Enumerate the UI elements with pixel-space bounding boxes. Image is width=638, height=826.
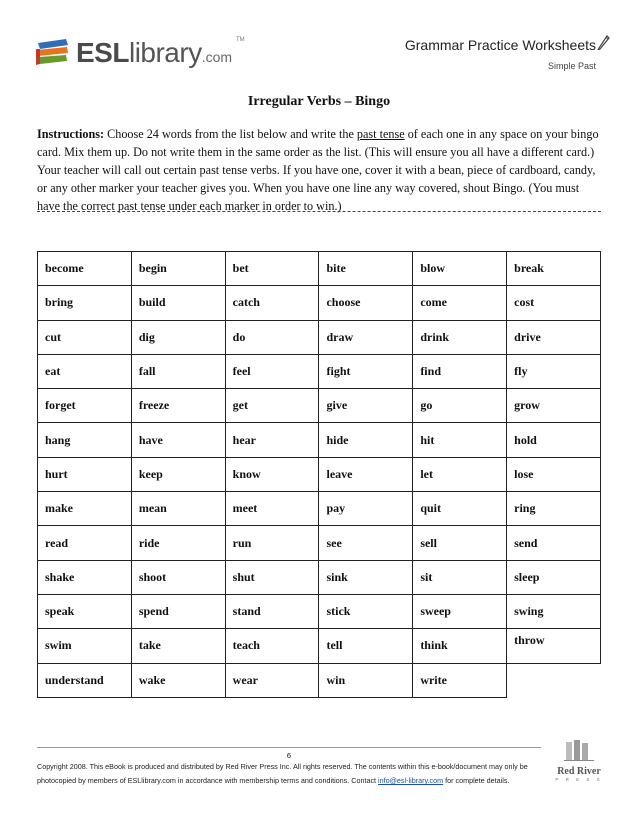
verb-grid [37, 251, 601, 698]
verb-cell: bet [225, 252, 319, 286]
verb-cell: shake [38, 560, 132, 594]
verb-row [38, 252, 601, 286]
copyright-line-2: photocopied by members of ESLlibrary.com in accordance with membership terms and conditions. Contact [37, 776, 379, 785]
verb-cell: catch [225, 286, 319, 320]
verb-cell: ride [131, 526, 225, 560]
logo-wordmark: ESLlibrary.com [76, 37, 233, 68]
verb-cell: sweep [413, 594, 507, 628]
verb-cell: forget [38, 389, 132, 423]
verb-cell: ring [507, 492, 601, 526]
verb-cell: understand [38, 663, 132, 697]
verb-cell: read [38, 526, 132, 560]
verb-cell: bring [38, 286, 132, 320]
verb-cell: find [413, 354, 507, 388]
verb-row [38, 423, 601, 457]
publisher-sub: P R E S S [555, 777, 603, 782]
pencil-icon [596, 34, 610, 50]
verb-cell: send [507, 526, 601, 560]
verb-cell: grow [507, 389, 601, 423]
worksheet-topic: Simple Past [547, 61, 596, 71]
verb-cell: wake [131, 663, 225, 697]
verb-cell: hold [507, 423, 601, 457]
verb-cell: know [225, 457, 319, 491]
verb-cell: have [131, 423, 225, 457]
verb-row [38, 594, 601, 628]
verb-cell: sit [413, 560, 507, 594]
verb-cell: make [38, 492, 132, 526]
verb-cell: swing [507, 594, 601, 628]
verb-cell: hang [38, 423, 132, 457]
verb-cell: see [319, 526, 413, 560]
verb-cell: break [507, 252, 601, 286]
verb-cell: think [413, 629, 507, 663]
verb-row [38, 629, 601, 663]
verb-cell: take [131, 629, 225, 663]
verb-cell: quit [413, 492, 507, 526]
verb-row [38, 320, 601, 354]
publisher-name: Red River [557, 766, 601, 777]
verb-cell: drink [413, 320, 507, 354]
verb-cell: write [413, 663, 507, 697]
verb-cell: keep [131, 457, 225, 491]
verb-cell: stand [225, 594, 319, 628]
verb-cell: freeze [131, 389, 225, 423]
verb-cell: hurt [38, 457, 132, 491]
verb-cell: drive [507, 320, 601, 354]
books-icon [564, 738, 594, 762]
dashed-divider [37, 211, 601, 212]
verb-cell: do [225, 320, 319, 354]
copyright-line-1: Copyright 2008. This eBook is produced and distributed by Red River Press Inc. All rights reserved. The contents within this e-book/document may only be [37, 762, 528, 771]
verb-cell: fall [131, 354, 225, 388]
trademark-mark: TM [236, 37, 245, 43]
verb-cell: stick [319, 594, 413, 628]
verb-cell: feel [225, 354, 319, 388]
red-river-press-logo [555, 738, 603, 790]
verb-cell: go [413, 389, 507, 423]
verb-cell: pay [319, 492, 413, 526]
footer-rule [37, 747, 541, 748]
empty-cell [507, 663, 601, 697]
instructions-text-after: of each one in any space on your bingo card. Mix them up. Do not write them in the same order as the list. (This will ensure you all have a different card.) Your teacher will call out certain past tense verbs. If you have one, cover it with a bean, piece of cardboard, candy, or any other marker your teacher gives you. When you have one line any way covered, shout Bingo. (You must have the correct past tense under each marker in order to win.) [37, 127, 599, 213]
verb-cell: mean [131, 492, 225, 526]
verb-cell: hear [225, 423, 319, 457]
verb-cell: bite [319, 252, 413, 286]
verb-cell: shut [225, 560, 319, 594]
verb-cell: spend [131, 594, 225, 628]
instructions [37, 125, 603, 215]
verb-cell: dig [131, 320, 225, 354]
copyright-line-2-end: for complete details. [443, 776, 510, 785]
verb-cell: blow [413, 252, 507, 286]
instructions-text-before: Choose 24 words from the list below and write the [104, 127, 357, 141]
verb-cell: cut [38, 320, 132, 354]
verb-cell: become [38, 252, 132, 286]
verb-cell: fly [507, 354, 601, 388]
verb-cell: meet [225, 492, 319, 526]
verb-cell: hide [319, 423, 413, 457]
verb-cell: wear [225, 663, 319, 697]
verb-row [38, 492, 601, 526]
verb-row [38, 560, 601, 594]
verb-row [38, 457, 601, 491]
verb-cell: lose [507, 457, 601, 491]
verb-cell: get [225, 389, 319, 423]
verb-cell: draw [319, 320, 413, 354]
worksheet-title: Irregular Verbs – Bingo [247, 94, 391, 109]
contact-email-link[interactable]: info@esl-library.com [378, 776, 444, 785]
verb-cell: give [319, 389, 413, 423]
verb-row [38, 286, 601, 320]
verb-row [38, 526, 601, 560]
verb-cell: let [413, 457, 507, 491]
verb-cell: shoot [131, 560, 225, 594]
page-number: 6 [286, 751, 292, 760]
copyright-notice [37, 760, 557, 788]
verb-cell: run [225, 526, 319, 560]
verb-cell: tell [319, 629, 413, 663]
verb-cell: sink [319, 560, 413, 594]
instructions-label: Instructions: [37, 127, 105, 141]
verb-cell: build [131, 286, 225, 320]
verb-row [38, 663, 601, 697]
verb-cell: leave [319, 457, 413, 491]
verb-cell: throw [507, 629, 601, 663]
verb-cell: teach [225, 629, 319, 663]
verb-row [38, 354, 601, 388]
verb-cell: cost [507, 286, 601, 320]
verb-cell: come [413, 286, 507, 320]
verb-row [38, 389, 601, 423]
book-stack-icon [36, 37, 72, 67]
verb-cell: choose [319, 286, 413, 320]
esl-library-logo [36, 33, 245, 73]
verb-cell: win [319, 663, 413, 697]
verb-cell: sell [413, 526, 507, 560]
verb-cell: fight [319, 354, 413, 388]
worksheet-series-title: Grammar Practice Worksheets [404, 37, 596, 53]
verb-cell: swim [38, 629, 132, 663]
verb-cell: begin [131, 252, 225, 286]
instructions-underlined: past tense [356, 127, 405, 141]
verb-cell: sleep [507, 560, 601, 594]
verb-cell: eat [38, 354, 132, 388]
verb-cell: hit [413, 423, 507, 457]
verb-cell: speak [38, 594, 132, 628]
